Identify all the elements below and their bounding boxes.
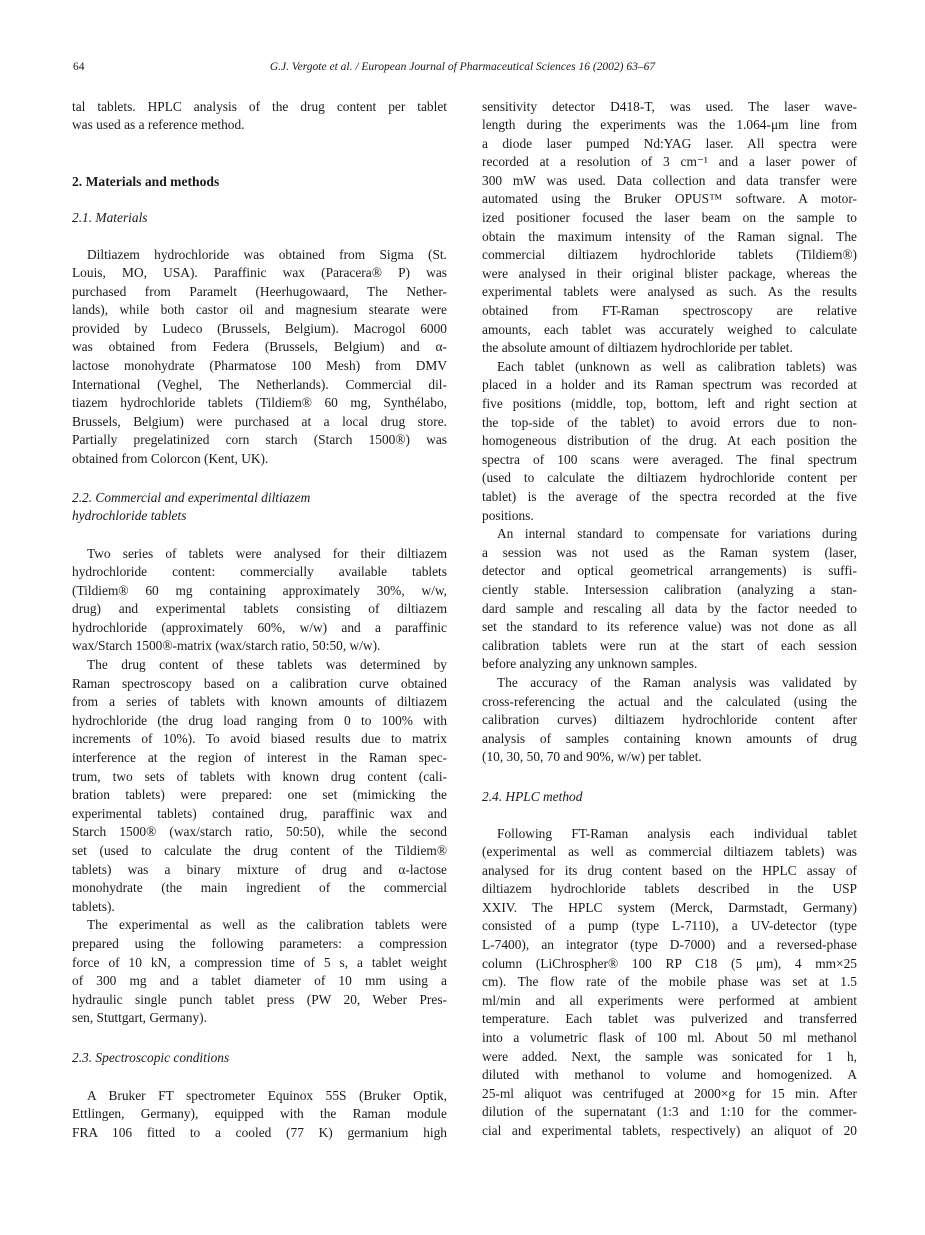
text-line: was used as a reference method. — [72, 117, 245, 133]
text-line: Each tablet (unknown as well as calibration tablets) was — [497, 358, 857, 374]
text-line: analysed for its drug content based on the HPLC assay of — [482, 862, 857, 878]
text-line: cross-referencing the actual and the calculated (using the — [482, 693, 857, 709]
text-line: sen, Stuttgart, Germany). — [72, 1010, 207, 1026]
text-line: experimental tablets) contained drug, paraffinic wax and — [72, 805, 447, 821]
text-line: into a volumetric flask of 100 ml. About 50 ml methanol — [482, 1030, 857, 1046]
heading-line: 2.4. HPLC method — [482, 788, 583, 804]
text-line: were added. Next, the sample was sonicated for 1 h, — [482, 1048, 857, 1064]
text-line: lactose monohydrate (Pharmatose 100 Mesh) from DMV — [72, 358, 447, 374]
text-line: obtained from Colorcon (Kent, UK). — [72, 451, 269, 467]
section-heading — [72, 173, 447, 192]
text-line: The experimental as well as the calibration tablets were — [87, 917, 447, 933]
text-line: length during the experiments was the 1.064-μm line from — [482, 117, 857, 133]
text-line: tiazem hydrochloride tablets (Tildiem® 60 mg, Synthélabo, — [72, 395, 447, 411]
text-line: hydrochloride (approximately 60%, w/w) and a paraffinic — [72, 619, 447, 635]
text-line: (experimental as well as commercial diltiazem tablets) was — [482, 844, 857, 860]
text-line: purchased from Paramelt (Heerhugowaard, The Nether- — [72, 283, 447, 299]
text-line: diluted with methanol to volume and homogenized. A — [482, 1067, 857, 1083]
text-line: Following FT-Raman analysis each individual tablet — [497, 825, 857, 841]
text-line: Partially pregelatinized corn starch (Starch 1500®) was — [72, 432, 447, 448]
heading-line: 2.2. Commercial and experimental diltiazem — [72, 489, 311, 505]
text-line: cial and experimental tablets, respectively) an aliquot of 20 — [482, 1123, 857, 1138]
text-line: Brussels, Belgium) were purchased at a local drug store. — [72, 413, 447, 429]
text-line: wax/Starch 1500®-matrix (wax/starch ratio, 50:50, w/w). — [72, 638, 381, 654]
text-line: L-7400), an integrator (type D-7000) and a reversed-phase — [482, 937, 857, 953]
text-line: monohydrate (the main ingredient of the commercial — [72, 880, 447, 896]
text-line: Two series of tablets were analysed for their diltiazem — [87, 545, 447, 561]
text-line: consisted of a pump (type L-7110), a UV-detector (type — [482, 918, 857, 934]
text-line: tal tablets. HPLC analysis of the drug content per tablet — [72, 98, 447, 114]
text-line: before analyzing any unknown samples. — [482, 656, 698, 672]
text-line: spectra of 100 scans were averaged. The final spectrum — [482, 451, 857, 467]
heading-line: 2.3. Spectroscopic conditions — [72, 1049, 230, 1065]
body-text-block — [72, 98, 447, 135]
text-line: positions. — [482, 507, 534, 523]
text-line: of 300 mg and a tablet diameter of 10 mm using a — [72, 973, 447, 989]
text-line: temperature. Each tablet was pulverized and transferred — [482, 1011, 857, 1027]
text-line: detector and optical geometrical arrangements) is suffi- — [482, 563, 857, 579]
text-line: trum, two sets of tablets with known drug content (cali- — [72, 768, 447, 784]
text-line: a session was not used as the Raman system (laser, — [482, 544, 857, 560]
text-line: Louis, MO, USA). Paraffinic wax (Paracera® P) was — [72, 265, 447, 281]
heading-line: hydrochloride tablets — [72, 508, 187, 524]
text-line: XXIV. The HPLC system (Merck, Darmstadt, Germany) — [482, 899, 857, 915]
text-line: sensitivity detector D418-T, was used. The laser wave- — [482, 98, 857, 114]
text-line: calibration curves) diltiazem hydrochloride content after — [482, 712, 857, 728]
text-line: Starch 1500® (wax/starch ratio, 50:50), while the second — [72, 824, 447, 840]
text-line: Diltiazem hydrochloride was obtained from Sigma (St. — [87, 246, 447, 262]
text-line: hydrochloride content: commercially available tablets — [72, 564, 447, 580]
text-line: placed in a holder and its Raman spectrum was recorded at — [482, 377, 857, 393]
text-line: set (used to calculate the drug content of the Tildiem® — [72, 843, 447, 858]
text-line: dilution of the supernatant (1:3 and 1:10 for the commer- — [482, 1104, 857, 1120]
text-line: commercial diltiazem hydrochloride tablets (Tildiem®) — [482, 247, 857, 263]
text-line: Ettlingen, Germany), equipped with the Raman module — [72, 1106, 447, 1122]
text-line: force of 10 kN, a compression time of 5 s, a tablet weight — [72, 954, 447, 970]
text-line: ized positioner focused the laser beam on the sample to — [482, 210, 857, 226]
subsection-heading — [482, 788, 857, 807]
text-line: the absolute amount of diltiazem hydrochloride per tablet. — [482, 340, 793, 356]
text-line: cm). The flow rate of the mobile phase was set at 1.5 — [482, 974, 857, 990]
text-line: automated using the Bruker OPUS™ software. A motor- — [482, 191, 857, 207]
text-line: A Bruker FT spectrometer Equinox 55S (Bruker Optik, — [87, 1087, 447, 1103]
text-line: dard sample and rescaling all data by the factor needed to — [482, 600, 857, 616]
text-line: column (LiChrospher® 100 RP C18 (5 μm), 4 mm×25 — [482, 955, 857, 971]
text-line: calibration tablets were run at the start of each session — [482, 637, 857, 653]
text-line: tablets) was a binary mixture of drug and α-lactose — [72, 861, 447, 877]
text-line: was obtained from Federa (Brussels, Belgium) and α- — [72, 339, 447, 355]
text-line: 300 mW was used. Data collection and data transfer were — [482, 172, 857, 188]
body-text-block — [72, 1087, 447, 1143]
text-line: drug) and experimental tablets consisting of diltiazem — [72, 601, 447, 617]
text-line: An internal standard to compensate for variations during — [497, 526, 857, 542]
text-line: increments of 10%). To avoid biased results due to matrix — [72, 731, 447, 747]
text-line: tablets). — [72, 898, 115, 914]
text-line: bration tablets) were prepared: one set (mimicking the — [72, 787, 447, 803]
body-text-block — [482, 825, 857, 1141]
text-line: five positions (middle, top, bottom, left and right section at — [482, 396, 857, 411]
body-text-block — [72, 545, 447, 1028]
heading-line: 2. Materials and methods — [72, 173, 220, 189]
text-line: from a series of tablets with known amounts of diltiazem — [72, 694, 447, 710]
text-line: prepared using the following parameters: a compression — [72, 935, 447, 951]
text-line: amounts, each tablet was accurately weighed to calculate — [482, 321, 857, 337]
text-line: ml/min and all experiments were performed at ambient — [482, 992, 857, 1008]
text-line: diltiazem hydrochloride tablets described in the USP — [482, 881, 857, 897]
text-line: tablet) is the average of the spectra recorded at the five — [482, 488, 857, 504]
text-line: obtain the maximum intensity of the Raman signal. The — [482, 228, 857, 244]
text-line: FRA 106 fitted to a cooled (77 K) germanium high — [72, 1124, 447, 1140]
text-line: lands), while both castor oil and magnesium stearate were — [72, 302, 447, 318]
text-line: interference at the region of interest in the Raman spec- — [72, 750, 447, 766]
text-line: The accuracy of the Raman analysis was validated by — [497, 674, 857, 690]
body-text-block — [482, 98, 857, 767]
text-line: obtained from FT-Raman spectroscopy are relative — [482, 303, 857, 319]
text-line: (10, 30, 50, 70 and 90%, w/w) per tablet. — [482, 749, 702, 765]
text-line: analysis of samples containing known amounts of drug — [482, 730, 857, 746]
text-line: Raman spectroscopy based on a calibration curve obtained — [72, 675, 447, 691]
text-line: homogeneous distribution of the drug. At each position the — [482, 433, 857, 449]
text-line: hydrochloride (the drug load ranging from 0 to 100% with — [72, 712, 447, 728]
text-line: a diode laser pumped Nd:YAG laser. All spectra were — [482, 135, 857, 151]
text-line: provided by Ludeco (Brussels, Belgium). Macrogol 6000 — [72, 320, 447, 336]
text-line: experimental tablets were analysed as such. As the results — [482, 284, 857, 300]
text-line: ciently stable. Intersession calibration (analyzing a stan- — [482, 581, 857, 597]
text-line: were analysed in their original blister package, whereas the — [482, 265, 857, 281]
text-line: International (Veghel, The Netherlands). Commercial dil- — [72, 376, 447, 392]
text-line: (Tildiem® 60 mg containing approximately 30%, w/w, — [72, 582, 447, 598]
subsection-heading — [72, 489, 447, 526]
subsection-heading — [72, 1049, 447, 1068]
subsection-heading — [72, 209, 447, 228]
page-number: 64 — [73, 61, 85, 73]
running-title: G.J. Vergote et al. / European Journal of Pharmaceutical Sciences 16 (2002) 63–67 — [269, 61, 656, 73]
text-line: hydraulic single punch tablet press (PW 20, Weber Pres- — [72, 991, 447, 1007]
text-line: 25-ml aliquot was centrifuged at 2000×g for 15 min. After — [482, 1085, 857, 1101]
text-line: The drug content of these tablets was determined by — [87, 657, 447, 673]
text-line: (used to calculate the diltiazem hydrochloride content per — [482, 470, 857, 486]
text-line: recorded at a resolution of 3 cm⁻¹ and a laser power of — [482, 154, 857, 170]
text-line: set the standard to its reference value) was not done as all — [482, 619, 857, 635]
heading-line: 2.1. Materials — [72, 209, 148, 225]
body-text-block — [72, 246, 447, 469]
text-line: the top-side of the tablet) to avoid errors due to non- — [482, 414, 857, 430]
